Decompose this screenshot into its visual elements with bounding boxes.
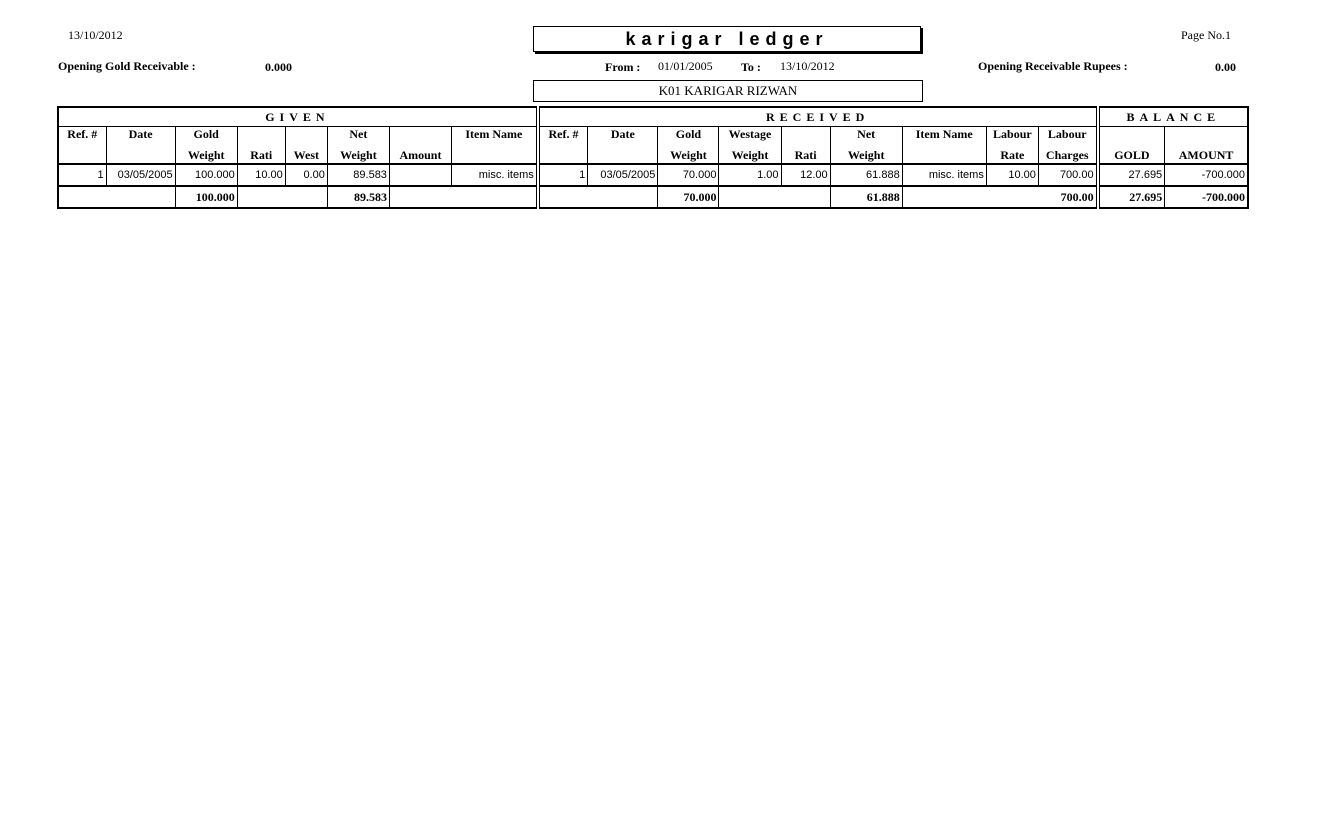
col-given-amount-top bbox=[389, 127, 451, 146]
total-received-gold-weight: 70.000 bbox=[658, 186, 719, 208]
opening-gold-value: 0.000 bbox=[265, 60, 292, 74]
column-header-row-1 bbox=[58, 127, 1248, 146]
col-received-item-bottom bbox=[902, 145, 986, 164]
cell-given-net-weight: 89.583 bbox=[327, 164, 389, 186]
col-received-wastage-weight: Weight bbox=[719, 145, 781, 164]
from-date: 01/01/2005 bbox=[658, 59, 713, 73]
total-received-labour-charges: 700.00 bbox=[902, 186, 1097, 208]
col-given-net-weight: Weight bbox=[327, 145, 389, 164]
section-received: RECEIVED bbox=[538, 107, 1098, 127]
page-number: Page No.1 bbox=[1181, 28, 1231, 42]
col-balance-amount-top bbox=[1165, 127, 1248, 146]
col-balance-amount: AMOUNT bbox=[1165, 145, 1248, 164]
cell-given-west: 0.00 bbox=[285, 164, 327, 186]
cell-given-date: 03/05/2005 bbox=[106, 164, 175, 186]
col-received-date: Date bbox=[588, 127, 658, 146]
total-given-blank-3 bbox=[389, 186, 537, 208]
cell-balance-amount: -700.000 bbox=[1165, 164, 1248, 186]
col-given-amount: Amount bbox=[389, 145, 451, 164]
col-given-net-top: Net bbox=[327, 127, 389, 146]
cell-given-item-name: misc. items bbox=[452, 164, 538, 186]
from-label: From : bbox=[605, 60, 641, 74]
to-date: 13/10/2012 bbox=[780, 59, 835, 73]
section-balance: BALANCE bbox=[1098, 107, 1248, 127]
col-received-item-name: Item Name bbox=[902, 127, 986, 146]
totals-row bbox=[58, 186, 1248, 208]
col-given-rati: Rati bbox=[237, 145, 285, 164]
col-balance-gold: GOLD bbox=[1098, 145, 1165, 164]
col-given-west-top bbox=[285, 127, 327, 146]
ledger-table bbox=[57, 106, 1249, 209]
col-received-net-top: Net bbox=[830, 127, 902, 146]
cell-received-date: 03/05/2005 bbox=[588, 164, 658, 186]
opening-rupees-value: 0.00 bbox=[1215, 60, 1236, 74]
karigar-name: K01 KARIGAR RIZWAN bbox=[533, 80, 923, 102]
total-given-blank bbox=[58, 186, 175, 208]
col-received-gold-weight: Weight bbox=[658, 145, 719, 164]
total-received-blank bbox=[538, 186, 658, 208]
total-balance-gold: 27.695 bbox=[1098, 186, 1165, 208]
to-label: To : bbox=[741, 60, 761, 74]
cell-received-rati: 12.00 bbox=[781, 164, 830, 186]
col-received-labour-charges-top: Labour bbox=[1038, 127, 1097, 146]
cell-given-rati: 10.00 bbox=[237, 164, 285, 186]
opening-gold-label: Opening Gold Receivable : bbox=[58, 59, 196, 73]
cell-received-labour-rate: 10.00 bbox=[986, 164, 1038, 186]
col-given-rati-top bbox=[237, 127, 285, 146]
col-balance-gold-top bbox=[1098, 127, 1165, 146]
section-given: GIVEN bbox=[58, 107, 538, 127]
total-given-net-weight: 89.583 bbox=[327, 186, 389, 208]
cell-received-wastage-weight: 1.00 bbox=[719, 164, 781, 186]
col-received-ref: Ref. # bbox=[538, 127, 588, 146]
report-title: karigar ledger bbox=[533, 26, 921, 52]
col-received-wastage-top: Westage bbox=[719, 127, 781, 146]
col-received-gold-top: Gold bbox=[658, 127, 719, 146]
col-received-date-bottom bbox=[588, 145, 658, 164]
col-received-labour-rate-top: Labour bbox=[986, 127, 1038, 146]
col-received-net-weight: Weight bbox=[830, 145, 902, 164]
total-received-net-weight: 61.888 bbox=[830, 186, 902, 208]
col-given-item-name: Item Name bbox=[452, 127, 538, 146]
col-received-labour-charges: Charges bbox=[1038, 145, 1097, 164]
col-received-rati-top bbox=[781, 127, 830, 146]
column-header-row-2 bbox=[58, 145, 1248, 164]
col-received-ref-bottom bbox=[538, 145, 588, 164]
col-given-date-bottom bbox=[106, 145, 175, 164]
cell-received-item-name: misc. items bbox=[902, 164, 986, 186]
cell-received-net-weight: 61.888 bbox=[830, 164, 902, 186]
cell-given-ref: 1 bbox=[58, 164, 106, 186]
cell-received-labour-charges: 700.00 bbox=[1038, 164, 1097, 186]
table-row bbox=[58, 164, 1248, 186]
total-given-blank-2 bbox=[237, 186, 327, 208]
col-given-west: West bbox=[285, 145, 327, 164]
col-given-ref: Ref. # bbox=[58, 127, 106, 146]
report-date: 13/10/2012 bbox=[68, 28, 123, 42]
opening-rupees-label: Opening Receivable Rupees : bbox=[978, 59, 1128, 73]
col-given-item-bottom bbox=[452, 145, 538, 164]
col-given-gold-top: Gold bbox=[175, 127, 237, 146]
total-balance-amount: -700.000 bbox=[1165, 186, 1248, 208]
cell-given-amount bbox=[389, 164, 451, 186]
cell-received-ref: 1 bbox=[538, 164, 588, 186]
section-header-row bbox=[58, 107, 1248, 127]
col-given-ref-bottom bbox=[58, 145, 106, 164]
total-received-blank-2 bbox=[719, 186, 830, 208]
col-given-date: Date bbox=[106, 127, 175, 146]
col-received-rati: Rati bbox=[781, 145, 830, 164]
cell-received-gold-weight: 70.000 bbox=[658, 164, 719, 186]
col-given-gold-weight: Weight bbox=[175, 145, 237, 164]
total-given-gold-weight: 100.000 bbox=[175, 186, 237, 208]
cell-given-gold-weight: 100.000 bbox=[175, 164, 237, 186]
cell-balance-gold: 27.695 bbox=[1098, 164, 1165, 186]
col-received-labour-rate: Rate bbox=[986, 145, 1038, 164]
